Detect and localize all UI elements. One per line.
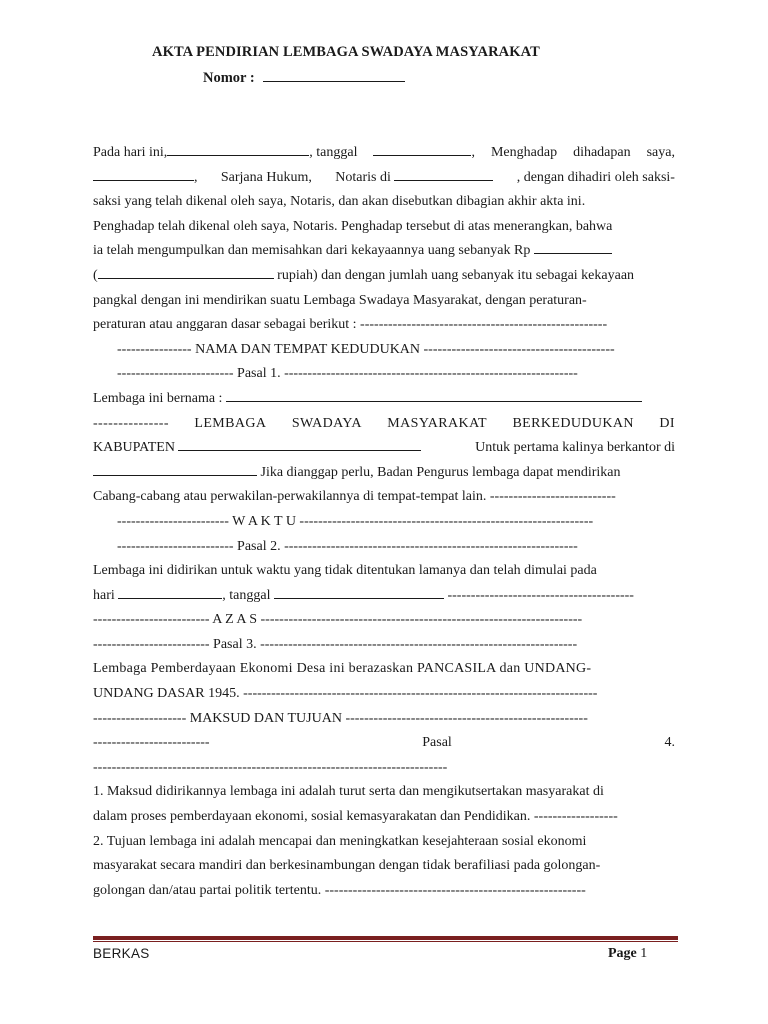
text-line-30: masyarakat secara mandiri dan berkesinambungan dengan tidak berafiliasi pada golongan- [93,858,601,874]
text-fragment: Jika dianggap perlu, Badan Pengurus lembaga dapat mendirikan [257,464,621,480]
blank-amount-words[interactable] [98,264,274,279]
text-line-15: Cabang-cabang atau perwakilan-perwakilannya di tempat-tempat lain. --------------------------- [93,489,616,505]
text-line-11 [93,387,675,412]
footer-label: BERKAS [93,946,150,961]
text-fragment: DI [659,415,675,431]
text-fragment: Pada hari ini, [93,145,168,160]
text-fragment: hari [93,587,115,603]
text-fragment: Notaris di [335,169,391,185]
nomor-blank[interactable] [263,69,405,82]
text-fragment: ------------------------- [93,735,210,751]
text-fragment: Lembaga ini bernama : [93,390,223,406]
text-fragment: , [194,169,198,185]
text-fragment: saya, [646,145,675,160]
text-line-18: Lembaga ini didirikan untuk waktu yang tidak ditentukan lamanya dan telah dimulai pada [93,563,597,579]
blank-amount[interactable] [534,239,612,254]
blank-city[interactable] [394,166,493,181]
text-line-27: 1. Maksud didirikannya lembaga ini adalah turut serta dan mengikutsertakan masyarakat di [93,784,604,800]
text-line-23: UNDANG DASAR 1945. ---------------------------------------------------------------------------- [93,686,598,702]
blank-start-day[interactable] [118,584,222,599]
text-line-28: dalam proses pemberdayaan ekonomi, sosial kemasyarakatan dan Pendidikan. ------------------ [93,809,618,825]
text-fragment: Untuk pertama kalinya berkantor di [475,440,675,456]
text-line-22: Lembaga Pemberdayaan Ekonomi Desa ini berazaskan PANCASILA dan UNDANG- [93,661,592,677]
section-heading-maksud: -------------------- MAKSUD DAN TUJUAN ---------------------------------------------------- [93,710,588,726]
text-fragment: --------------- [93,415,169,431]
blank-day[interactable] [167,141,309,156]
text-line-5 [93,239,675,264]
footer-divider [93,936,678,940]
section-heading-nama: ---------------- NAMA DAN TEMPAT KEDUDUKAN ----------------------------------------- [117,341,615,357]
text-fragment: LEMBAGA [194,415,267,431]
text-line-14 [93,461,675,486]
text-fragment: , tanggal [309,145,358,160]
text-line-12 [93,412,675,437]
text-line-7: pangkal dengan ini mendirikan suatu Lembaga Swadaya Masyarakat, dengan peraturan- [93,292,587,308]
text-fragment: ( [93,267,98,283]
document-body [93,141,675,903]
text-fragment: dihadapan [573,145,631,160]
text-fragment: MASYARAKAT [387,415,487,431]
text-fragment: , tanggal [222,587,271,603]
pasal-4-heading [93,731,675,756]
text-line-26: ---------------------------------------------------------------------------- [93,759,448,775]
document-title: AKTA PENDIRIAN LEMBAGA SWADAYA MASYARAKAT [152,44,540,60]
blank-org-name[interactable] [226,387,642,402]
text-fragment: , [471,145,475,160]
text-fragment: Sarjana Hukum, [220,169,312,185]
text-line-19 [93,584,675,609]
text-fragment: 4. [664,735,675,751]
text-line-8: peraturan atau anggaran dasar sebagai berikut : ----------------------------------------------------- [93,317,608,333]
text-fragment: SWADAYA [291,415,362,431]
text-line-1 [93,141,675,166]
nomor-field [203,69,405,87]
text-fragment: KABUPATEN [93,440,175,456]
text-fragment: Pasal [422,735,452,751]
footer-divider-thin [93,941,678,942]
text-line-2 [93,166,675,191]
blank-kabupaten[interactable] [178,436,421,451]
nomor-label: Nomor : [203,70,255,86]
section-heading-azas: ------------------------- A Z A S --------------------------------------------------------------------- [93,612,583,628]
text-fragment: Menghadap [490,145,558,160]
text-line-13 [93,436,675,461]
text-line-6 [93,264,675,289]
page-label: Page [608,946,637,961]
text-fragment: , dengan dihadiri oleh saksi- [516,169,675,185]
pasal-2-heading: ------------------------- Pasal 2. --------------------------------------------------------------- [117,538,578,554]
text-line-4: Penghadap telah dikenal oleh saya, Notaris. Penghadap tersebut di atas menerangkan, bahwa [93,218,613,234]
text-line-3: saksi yang telah dikenal oleh saya, Notaris, dan akan disebutkan dibagian akhir akta ini. [93,194,586,210]
pasal-1-heading: ------------------------- Pasal 1. --------------------------------------------------------------- [117,366,578,382]
text-fragment: ia telah mengumpulkan dan memisahkan dari kekayaannya uang sebanyak Rp [93,243,531,259]
text-line-31: golongan dan/atau partai politik tertentu. -------------------------------------------------------- [93,882,586,898]
text-fragment: BERKEDUDUKAN [512,415,634,431]
blank-start-date[interactable] [274,584,444,599]
page-number-value: 1 [640,946,648,961]
blank-date[interactable] [373,141,471,156]
section-heading-waktu: ------------------------ W A K T U --------------------------------------------------------------- [117,513,594,529]
pasal-3-heading: ------------------------- Pasal 3. -------------------------------------------------------------------- [93,636,578,652]
blank-name[interactable] [93,166,194,181]
text-fragment: ---------------------------------------- [447,587,634,603]
page-number [608,946,647,962]
blank-office[interactable] [93,461,257,476]
text-line-29: 2. Tujuan lembaga ini adalah mencapai dan meningkatkan kesejahteraan sosial ekonomi [93,833,587,849]
text-fragment: rupiah) dan dengan jumlah uang sebanyak itu sebagai kekayaan [273,267,635,283]
